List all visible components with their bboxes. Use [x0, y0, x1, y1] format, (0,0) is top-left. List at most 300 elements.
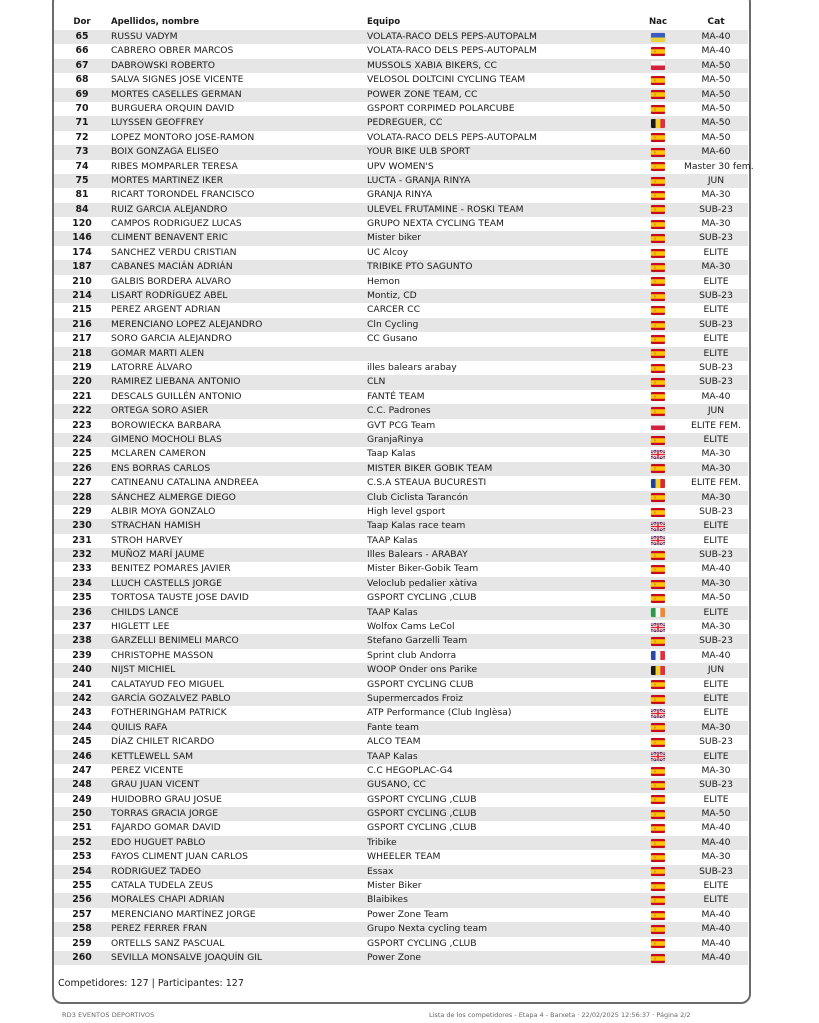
category: MA-30	[701, 261, 731, 273]
spain-flag-icon	[632, 292, 684, 301]
spain-flag-icon	[632, 824, 684, 833]
team-name: Hemon	[367, 275, 400, 287]
table-row	[54, 721, 748, 735]
belgium-flag-icon	[632, 119, 684, 128]
category: SUB-23	[699, 232, 733, 244]
spain-flag-icon	[632, 680, 684, 689]
category: ELITE	[703, 347, 729, 359]
team-name: C.S.A STEAUA BUCURESTI	[367, 477, 487, 489]
competitor-name: SANCHEZ VERDU CRISTIAN	[111, 246, 237, 258]
bib-number: 226	[72, 462, 92, 474]
france-flag-icon	[632, 651, 684, 660]
spain-flag-icon	[632, 723, 684, 732]
spain-flag-icon	[632, 810, 684, 819]
spain-flag-icon	[632, 565, 684, 574]
competitor-name: CHILDS LANCE	[111, 606, 179, 618]
table-row	[54, 160, 754, 174]
competitor-name: SÁNCHEZ ALMERGE DIEGO	[111, 491, 236, 503]
table-header	[54, 14, 748, 30]
bib-number: 244	[72, 721, 92, 733]
bib-number: 222	[72, 405, 92, 417]
category: ELITE	[703, 880, 729, 892]
spain-flag-icon	[632, 234, 684, 243]
competitor-name: ALBIR MOYA GONZALO	[111, 505, 216, 517]
category: SUB-23	[699, 361, 733, 373]
table-row	[54, 73, 748, 87]
spain-flag-icon	[632, 335, 684, 344]
team-name: Montiz, CD	[367, 290, 417, 302]
spain-flag-icon	[632, 205, 684, 214]
category: ELITE	[703, 433, 729, 445]
competitor-name: ORTEGA SORO ASIER	[111, 405, 209, 417]
category: MA-40	[701, 390, 731, 402]
bib-number: 74	[75, 160, 89, 172]
category: MA-30	[701, 764, 731, 776]
spain-flag-icon	[632, 896, 684, 905]
category: MA-40	[701, 952, 731, 963]
competitor-name: SEVILLA MONSALVE JOAQUÍN GIL	[111, 952, 263, 963]
category: ELITE	[703, 707, 729, 719]
spain-flag-icon	[632, 839, 684, 848]
team-name: TAAP Kalas	[367, 750, 418, 762]
table-row	[54, 678, 748, 692]
bib-number: 239	[72, 649, 92, 661]
team-name: TRIBIKE PTO SAGUNTO	[367, 261, 473, 273]
team-name: Power Zone	[367, 952, 422, 963]
bib-number: 260	[72, 952, 92, 963]
competitor-name: BOROWIECKA BARBARA	[111, 419, 221, 431]
table-row	[54, 534, 748, 548]
table-row	[54, 922, 748, 936]
competitor-name: HUIDOBRO GRAU JOSUE	[111, 793, 222, 805]
bib-number: 81	[75, 189, 89, 201]
competitor-name: EDO HUGUET PABLO	[111, 836, 206, 848]
table-row	[54, 217, 748, 231]
team-name: Essax	[367, 865, 394, 877]
team-name: Tribike	[367, 836, 397, 848]
header-cat: Cat	[707, 15, 725, 27]
poland-flag-icon	[632, 61, 684, 70]
bib-number: 235	[72, 592, 92, 604]
bib-number: 210	[72, 275, 92, 287]
category: MA-30	[701, 621, 731, 633]
table-row	[54, 764, 748, 778]
table-row	[54, 706, 748, 720]
table-row	[54, 419, 748, 433]
category: SUB-23	[699, 865, 733, 877]
category: Master 30 fem.	[684, 160, 754, 172]
spain-flag-icon	[632, 177, 684, 186]
category: SUB-23	[699, 203, 733, 215]
category: MA-30	[701, 462, 731, 474]
competitor-name: LATORRE ÁLVARO	[111, 361, 193, 373]
bib-number: 251	[72, 822, 92, 834]
team-name: Supermercados Froiz	[367, 692, 463, 704]
team-name: Mister biker	[367, 232, 422, 244]
competitor-name: MERENCIANO MARTÍNEZ JORGE	[111, 908, 256, 920]
category: MA-30	[701, 218, 731, 230]
competitor-name: CATALA TUDELA ZEUS	[111, 880, 214, 892]
bib-number: 257	[72, 908, 92, 920]
competitor-name: RODRIGUEZ TADEO	[111, 865, 201, 877]
table-row	[54, 692, 748, 706]
team-name: GranjaRinya	[367, 433, 424, 445]
category: MA-50	[701, 117, 731, 129]
table-row	[54, 865, 748, 879]
team-name: GSPORT CYCLING ,CLUB	[367, 937, 477, 949]
team-name: FANTÉ TEAM	[367, 390, 425, 402]
page-footer-info: Lista de los competidores - Etapa 4 - Barxeta · 22/02/2025 12:56:37 · Página 2/2	[429, 1011, 691, 1019]
competitor-name: TORRAS GRACIA JORGE	[111, 808, 219, 820]
competitor-name: MORTES MARTINEZ IKER	[111, 174, 224, 186]
team-name: Fante team	[367, 721, 419, 733]
competitor-name: CLIMENT BENAVENT ERIC	[111, 232, 228, 244]
table-row	[54, 390, 748, 404]
competitor-name: BENITEZ POMARES JAVIER	[111, 563, 231, 575]
category: ELITE	[703, 606, 729, 618]
bib-number: 224	[72, 433, 92, 445]
category: MA-50	[701, 88, 731, 100]
competitor-name: MORALES CHAPI ADRIAN	[111, 894, 225, 906]
competitor-name: DESCALS GUILLÉN ANTONIO	[111, 390, 242, 402]
table-row	[54, 289, 748, 303]
category: SUB-23	[699, 318, 733, 330]
competitor-name: ORTELLS SANZ PASCUAL	[111, 937, 225, 949]
table-row	[54, 275, 748, 289]
bib-number: 75	[75, 174, 89, 186]
team-name: Mister Biker	[367, 880, 422, 892]
table-row	[54, 318, 748, 332]
spain-flag-icon	[632, 551, 684, 560]
category: ELITE	[703, 275, 729, 287]
team-name: VOLATA-RACO DELS PEPS-AUTOPALM	[367, 31, 537, 42]
bib-number: 232	[72, 549, 92, 561]
team-name: Stefano Garzelli Team	[367, 635, 468, 647]
competitor-name: QUILIS RAFA	[111, 721, 168, 733]
header-team: Equipo	[367, 16, 401, 27]
uk-flag-icon	[632, 709, 684, 718]
spain-flag-icon	[632, 637, 684, 646]
competitor-name: FAYOS CLIMENT JUAN CARLOS	[111, 851, 248, 863]
competitor-name: GARCÍA GOZALVEZ PABLO	[111, 692, 231, 704]
bib-number: 218	[72, 347, 92, 359]
uk-flag-icon	[632, 623, 684, 632]
spain-flag-icon	[632, 493, 684, 502]
category: SUB-23	[699, 736, 733, 748]
bib-number: 220	[72, 376, 92, 388]
table-row	[54, 735, 748, 749]
table-row	[54, 850, 748, 864]
category: MA-40	[701, 836, 731, 848]
team-name: YOUR BIKE ULB SPORT	[367, 146, 471, 158]
competitor-name: CATINEANU CATALINA ANDREEA	[111, 477, 259, 489]
spain-flag-icon	[632, 508, 684, 517]
team-name: Wolfox Cams LeCol	[367, 621, 455, 633]
category: MA-50	[701, 59, 731, 71]
table-row	[54, 807, 748, 821]
spain-flag-icon	[632, 594, 684, 603]
team-name: ULEVEL FRUTAMINE - ROSKI TEAM	[367, 203, 524, 215]
table-row	[54, 634, 748, 648]
spain-flag-icon	[632, 90, 684, 99]
category: ELITE	[703, 333, 729, 345]
bib-number: 223	[72, 419, 92, 431]
spain-flag-icon	[632, 954, 684, 963]
table-row	[54, 145, 748, 159]
category: MA-40	[701, 908, 731, 920]
spain-flag-icon	[632, 364, 684, 373]
table-row	[54, 231, 748, 245]
spain-flag-icon	[632, 781, 684, 790]
category: MA-40	[701, 937, 731, 949]
category: SUB-23	[699, 549, 733, 561]
table-row	[54, 131, 748, 145]
spain-flag-icon	[632, 249, 684, 258]
table-row	[54, 433, 748, 447]
category: JUN	[707, 174, 725, 186]
competitor-name: GIMENO MOCHOLI BLAS	[111, 433, 222, 445]
competitor-name: DÍAZ CHILET RICARDO	[111, 736, 215, 748]
bib-number: 174	[72, 246, 92, 258]
table-row	[54, 562, 748, 576]
competitor-name: CHRISTOPHE MASSON	[111, 649, 214, 661]
spain-flag-icon	[632, 220, 684, 229]
uk-flag-icon	[632, 450, 684, 459]
category: MA-30	[701, 189, 731, 201]
team-name: C.C. Padrones	[367, 405, 431, 417]
competitor-name: FAJARDO GOMAR DAVID	[111, 822, 221, 834]
category: ELITE	[703, 246, 729, 258]
table-row	[54, 375, 748, 389]
category: MA-30	[701, 577, 731, 589]
bib-number: 68	[75, 74, 89, 86]
category: ELITE	[703, 750, 729, 762]
bib-number: 229	[72, 505, 92, 517]
competitor-name: CABANES MACIÁN ADRIÁN	[111, 261, 233, 273]
uk-flag-icon	[632, 752, 684, 761]
team-name: Cln Cycling	[367, 318, 419, 330]
team-name: CLN	[367, 376, 386, 388]
bib-number: 70	[75, 102, 89, 114]
romania-flag-icon	[632, 479, 684, 488]
team-name: GSPORT CYCLING CLUB	[367, 678, 474, 690]
team-name: Taap Kalas race team	[367, 520, 466, 532]
category: MA-60	[701, 146, 731, 158]
header-name: Apellidos, nombre	[111, 16, 200, 27]
table-row	[54, 591, 748, 605]
bib-number: 72	[75, 131, 89, 143]
competitor-name: TORTOSA TAUSTE JOSE DAVID	[111, 592, 249, 604]
spain-flag-icon	[632, 277, 684, 286]
category: MA-30	[701, 448, 731, 460]
table-row	[54, 908, 748, 922]
bib-number: 219	[72, 361, 92, 373]
competitor-name: MERENCIANO LOPEZ ALEJANDRO	[111, 318, 263, 330]
team-name: GRUPO NEXTA CYCLING TEAM	[367, 218, 504, 230]
category: MA-50	[701, 808, 731, 820]
table-row	[54, 188, 748, 202]
spain-flag-icon	[632, 882, 684, 891]
category: MA-30	[701, 721, 731, 733]
table-row	[54, 663, 748, 677]
competitor-name: BOIX GONZAGA ELISEO	[111, 146, 219, 158]
spain-flag-icon	[632, 853, 684, 862]
category: MA-40	[701, 822, 731, 834]
team-name: VOLATA-RACO DELS PEPS-AUTOPALM	[367, 131, 537, 143]
table-row	[54, 174, 748, 188]
competitor-name: SALVA SIGNES JOSE VICENTE	[111, 74, 244, 86]
table-row	[54, 88, 748, 102]
team-name: UC Alcoy	[367, 246, 409, 258]
bib-number: 84	[75, 203, 89, 215]
belgium-flag-icon	[632, 666, 684, 675]
poland-flag-icon	[632, 421, 684, 430]
table-row	[54, 203, 748, 217]
team-name: GRANJA RINYA	[367, 189, 433, 201]
category: ELITE	[703, 678, 729, 690]
bib-number: 254	[72, 865, 92, 877]
competitor-name: CALATAYUD FEO MIGUEL	[111, 678, 225, 690]
category: ELITE	[703, 894, 729, 906]
competitor-name: MORTES CASELLES GERMAN	[111, 88, 242, 100]
competitor-name: ENS BORRAS CARLOS	[111, 462, 211, 474]
table-row	[54, 893, 748, 907]
team-name: WOOP Onder ons Parike	[367, 664, 478, 676]
table-row	[54, 476, 748, 490]
spain-flag-icon	[632, 795, 684, 804]
competitor-count-summary: Competidores: 127 | Participantes: 127	[58, 978, 244, 989]
table-row	[54, 836, 748, 850]
bib-number: 238	[72, 635, 92, 647]
competitor-name: GOMAR MARTI ALEN	[111, 347, 205, 359]
competitor-name: RUSSU VADYM	[111, 31, 178, 42]
uk-flag-icon	[632, 536, 684, 545]
spain-flag-icon	[632, 580, 684, 589]
table-row	[54, 937, 748, 951]
bib-number: 248	[72, 779, 92, 791]
team-name: Blaibikes	[367, 894, 408, 906]
table-row	[54, 102, 748, 116]
bib-number: 237	[72, 621, 92, 633]
table-row	[54, 116, 748, 130]
category: ELITE	[703, 304, 729, 316]
spain-flag-icon	[632, 105, 684, 114]
team-name: GSPORT CYCLING ,CLUB	[367, 808, 477, 820]
bib-number: 231	[72, 534, 92, 546]
competitor-name: KETTLEWELL SAM	[111, 750, 194, 762]
team-name: High level gsport	[367, 505, 446, 517]
competitor-name: DABROWSKI ROBERTO	[111, 59, 215, 71]
competitor-name: LISART RODRÍGUEZ ABEL	[111, 290, 228, 302]
category: ELITE	[703, 520, 729, 532]
bib-number: 240	[72, 664, 92, 676]
spain-flag-icon	[632, 321, 684, 330]
category: SUB-23	[699, 779, 733, 791]
table-row	[54, 44, 748, 58]
bib-number: 258	[72, 923, 92, 935]
bib-number: 233	[72, 563, 92, 575]
spain-flag-icon	[632, 378, 684, 387]
bib-number: 216	[72, 318, 92, 330]
category: MA-50	[701, 102, 731, 114]
table-row	[54, 347, 748, 361]
category: MA-40	[701, 31, 731, 42]
category: JUN	[707, 405, 725, 417]
bib-number: 249	[72, 793, 92, 805]
competitor-name: GRAU JUAN VICENT	[111, 779, 200, 791]
table-row	[54, 620, 748, 634]
team-name: Sprint club Andorra	[367, 649, 457, 661]
bib-number: 217	[72, 333, 92, 345]
team-name: VELOSOL DOLTCINI CYCLING TEAM	[367, 74, 526, 86]
team-name: GVT PCG Team	[367, 419, 436, 431]
category: MA-40	[701, 649, 731, 661]
competitor-name: FOTHERINGHAM PATRICK	[111, 707, 227, 719]
competitor-name: SORO GARCIA ALEJANDRO	[111, 333, 232, 345]
competitor-name: HIGLETT LEE	[111, 621, 170, 633]
competitor-name: RAMIREZ LIEBANA ANTONIO	[111, 376, 241, 388]
competitor-name: NIJST MICHIEL	[111, 664, 176, 676]
competitor-name: RUIZ GARCIA ALEJANDRO	[111, 203, 228, 215]
competitor-name: CAMPOS RODRIGUEZ LUCAS	[111, 218, 242, 230]
bib-number: 120	[72, 218, 92, 230]
table-row	[54, 951, 748, 965]
bib-number: 215	[72, 304, 92, 316]
category: ELITE FEM.	[691, 477, 741, 489]
spain-flag-icon	[632, 695, 684, 704]
competitor-name: LLUCH CASTELLS JORGE	[111, 577, 222, 589]
spain-flag-icon	[632, 767, 684, 776]
category: SUB-23	[699, 290, 733, 302]
table-row	[54, 750, 748, 764]
category: MA-30	[701, 851, 731, 863]
spain-flag-icon	[632, 162, 684, 171]
bib-number: 228	[72, 491, 92, 503]
competitor-name: LOPEZ MONTORO JOSE-RAMON	[111, 131, 255, 143]
team-name: MUSSOLS XABIA BIKERS, CC	[367, 59, 497, 71]
header-dor: Dor	[73, 16, 91, 27]
team-name: CC Gusano	[367, 333, 418, 345]
bib-number: 242	[72, 692, 92, 704]
header-nac: Nac	[648, 16, 668, 27]
table-row	[54, 778, 748, 792]
team-name: UPV WOMEN'S	[367, 160, 434, 172]
spain-flag-icon	[632, 392, 684, 401]
team-name: Taap Kalas	[367, 448, 416, 460]
spain-flag-icon	[632, 148, 684, 157]
category: ELITE	[703, 793, 729, 805]
category: ELITE	[703, 692, 729, 704]
spain-flag-icon	[632, 911, 684, 920]
category: SUB-23	[699, 505, 733, 517]
bib-number: 243	[72, 707, 92, 719]
category: MA-50	[701, 131, 731, 143]
bib-number: 67	[75, 59, 89, 71]
competitor-name: MCLAREN CAMERON	[111, 448, 206, 460]
bib-number: 252	[72, 836, 92, 848]
ireland-flag-icon	[632, 608, 684, 617]
bib-number: 230	[72, 520, 92, 532]
team-name: WHEELER TEAM	[367, 851, 441, 863]
table-row	[54, 260, 748, 274]
category: SUB-23	[699, 635, 733, 647]
bib-number: 256	[72, 894, 92, 906]
bib-number: 234	[72, 577, 92, 589]
spain-flag-icon	[632, 925, 684, 934]
spain-flag-icon	[632, 436, 684, 445]
team-name: Illes Balears - ARABAY	[367, 549, 468, 561]
bib-number: 247	[72, 764, 92, 776]
